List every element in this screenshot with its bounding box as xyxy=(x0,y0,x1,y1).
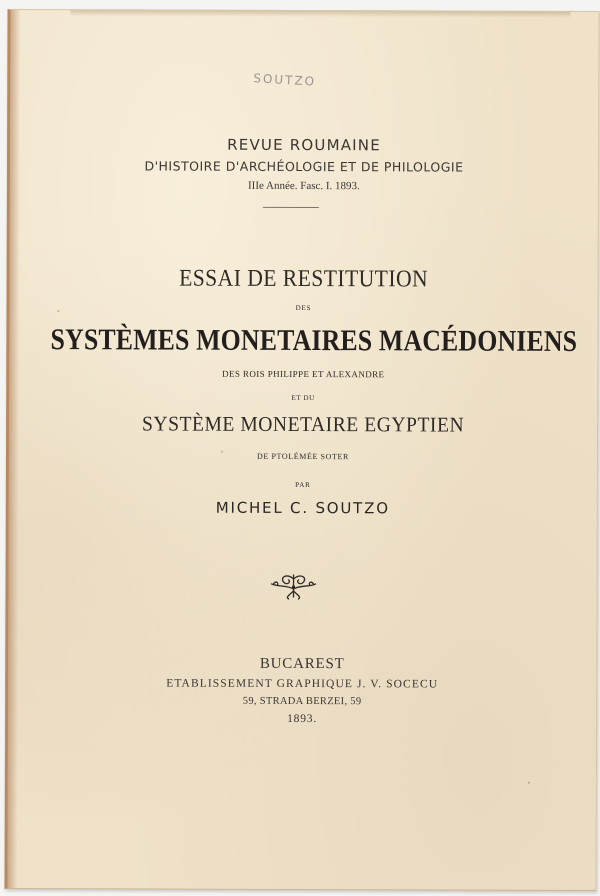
title-connector-des: DES xyxy=(295,303,312,313)
book-cover xyxy=(4,9,599,891)
title-line-macedoniens: SYSTÈMES MONETAIRES MACÉDONIENS xyxy=(50,323,578,358)
imprint-printer: ETABLISSEMENT GRAPHIQUE J. V. SOCECU xyxy=(166,677,439,691)
title-line-rois: DES ROIS PHILIPPE ET ALEXANDRE xyxy=(222,368,385,380)
imprint-year: 1893. xyxy=(287,712,318,726)
author-name: MICHEL C. SOUTZO xyxy=(215,498,390,518)
title-line-egyptien: SYSTÈME MONETAIRE EGYPTIEN xyxy=(141,411,465,437)
journal-issue: IIIe Année. Fasc. I. 1893. xyxy=(247,179,360,193)
foxing-spot xyxy=(528,782,530,784)
imprint-address: 59, STRADA BERZEI, 59 xyxy=(242,695,362,708)
pencil-annotation: SOUTZO xyxy=(252,71,317,89)
fleuron-ornament-icon xyxy=(267,571,319,601)
foxing-spot xyxy=(57,310,59,312)
foxing-spot xyxy=(221,451,223,453)
journal-subtitle: D'HISTOIRE D'ARCHÉOLOGIE ET DE PHILOLOGIE xyxy=(144,158,464,175)
divider-rule xyxy=(263,207,319,208)
imprint-city: BUCAREST xyxy=(259,655,345,673)
author-par: PAR xyxy=(295,480,311,490)
title-line-ptolemee: DE PTOLÉMÉE SOTER xyxy=(257,451,349,462)
journal-title: REVUE ROUMAINE xyxy=(227,135,381,155)
top-edge-wear xyxy=(71,10,571,18)
title-line-essai: ESSAI DE RESTITUTION xyxy=(179,265,429,293)
title-connector-etdu: ET DU xyxy=(291,393,315,403)
